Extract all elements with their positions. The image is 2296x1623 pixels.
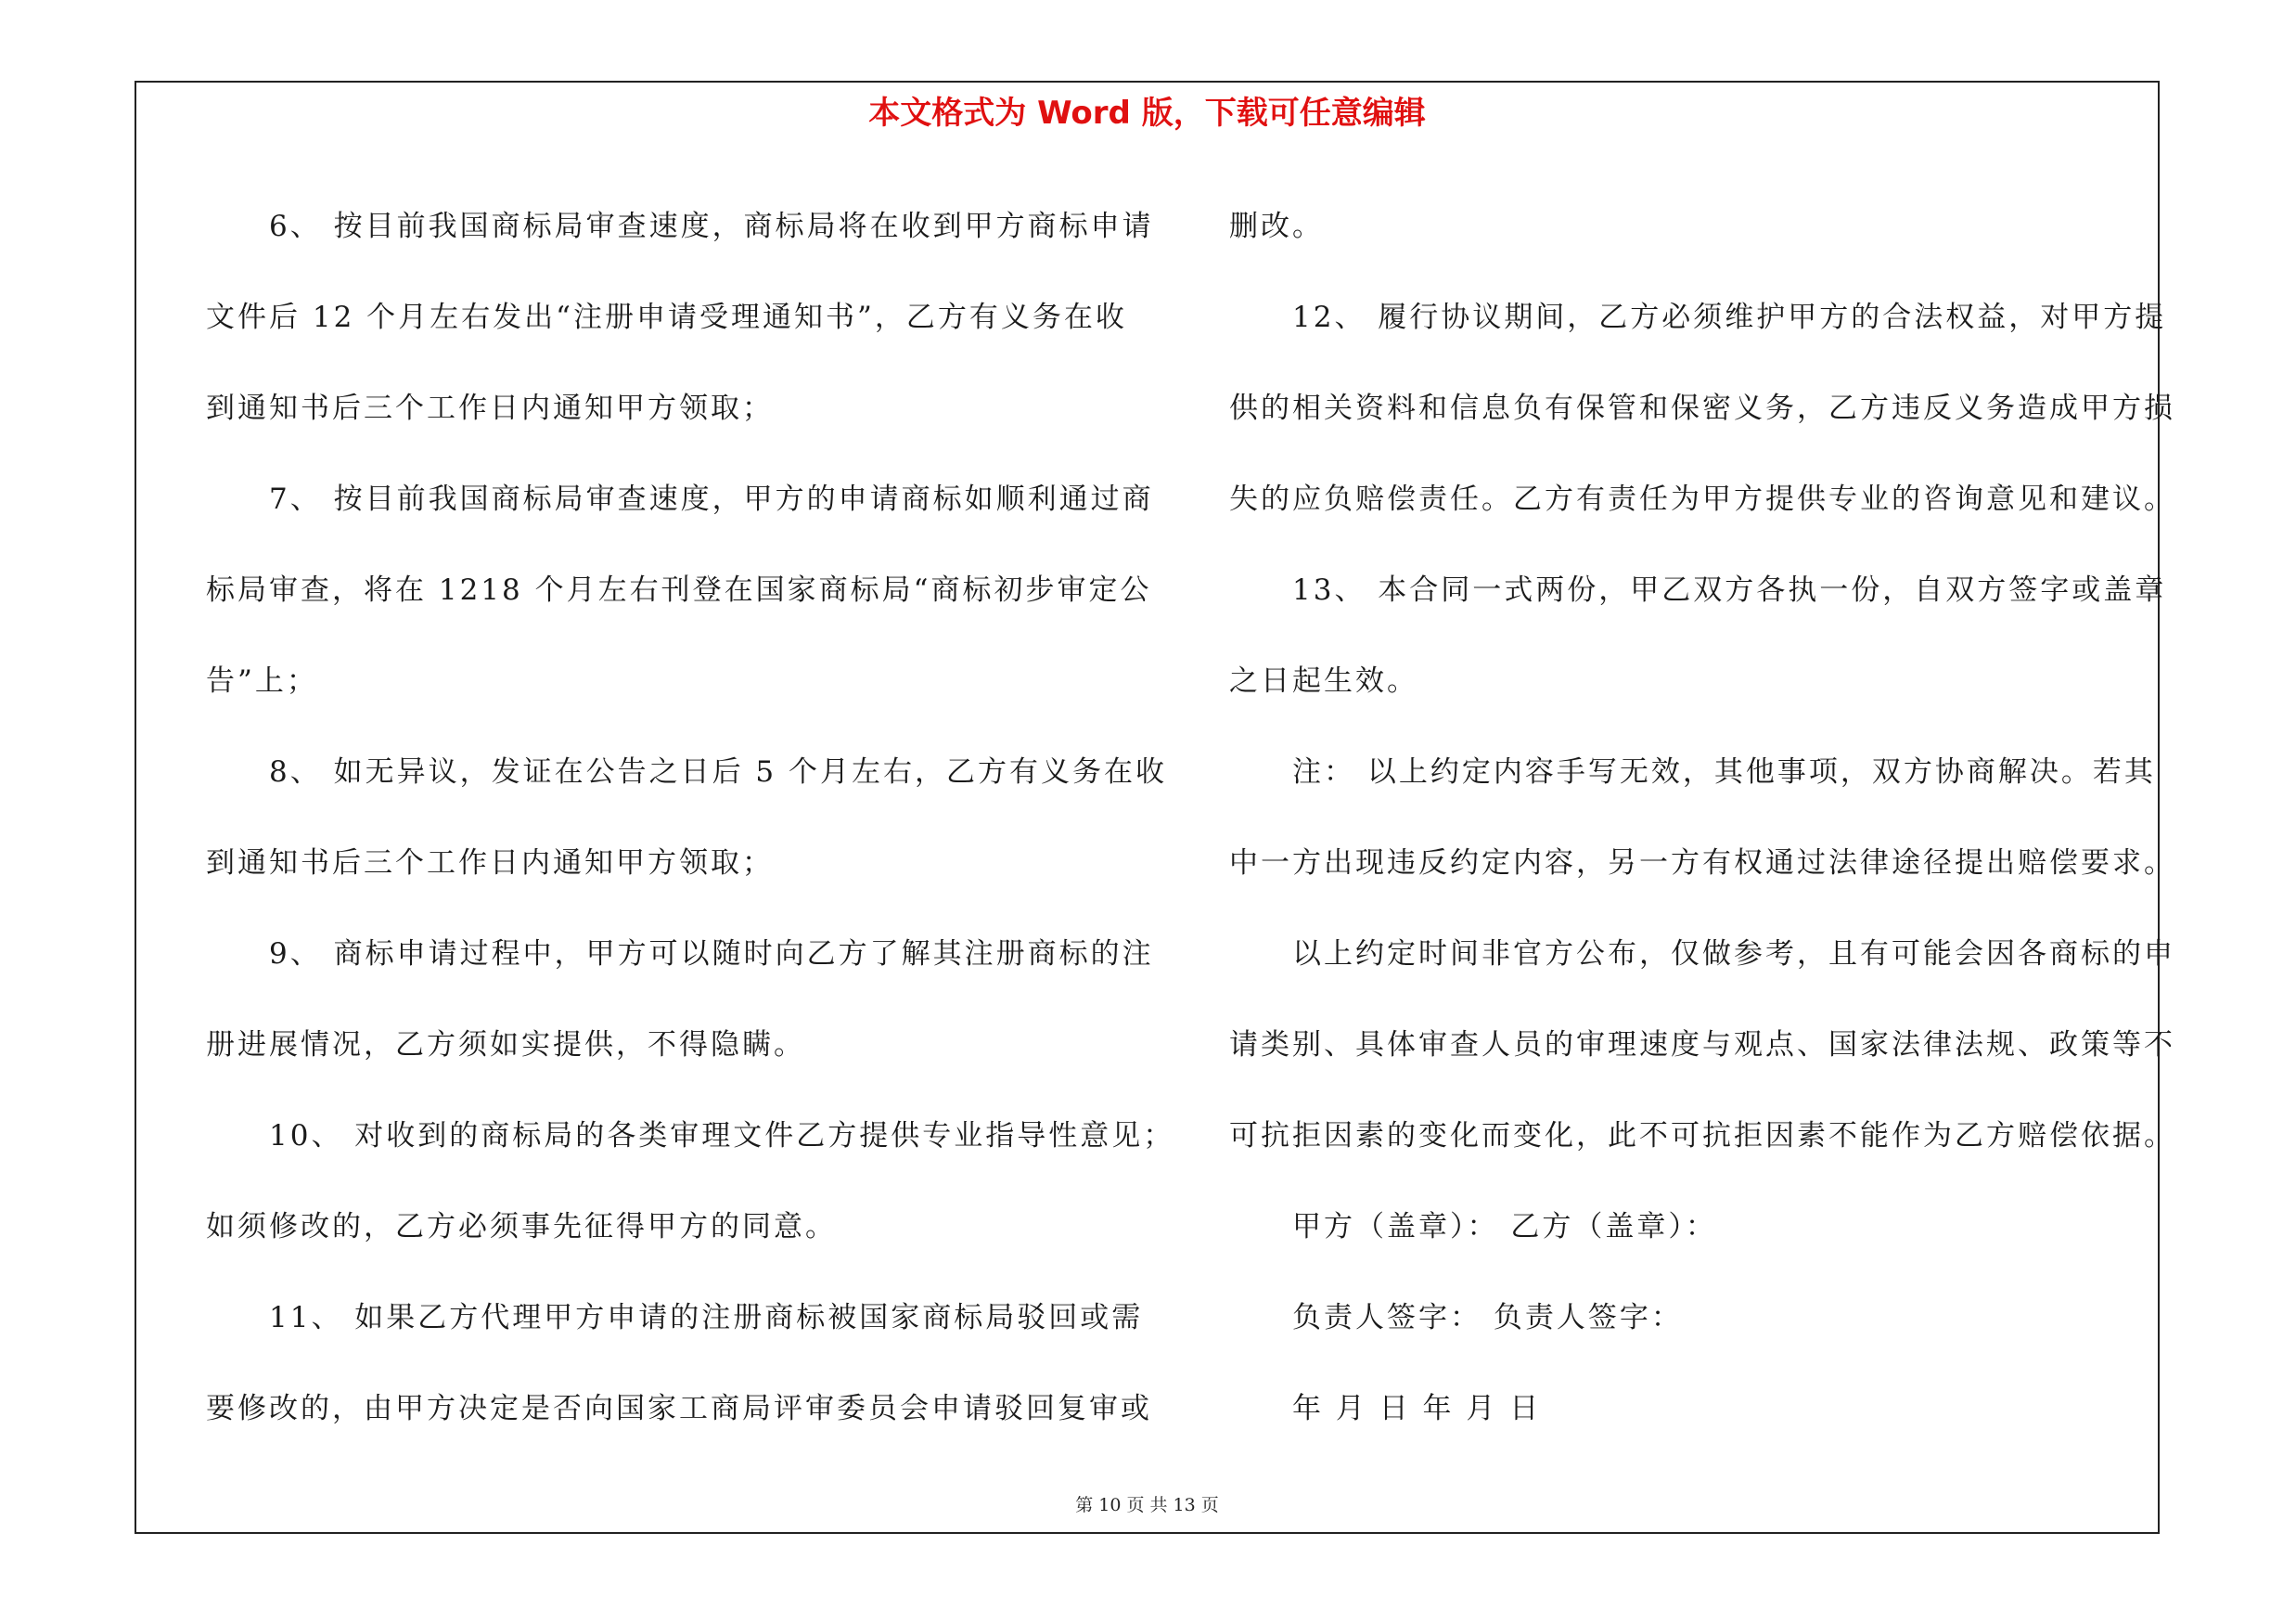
text-line: 12、 履行协议期间，乙方必须维护甲方的合法权益，对甲方提 (1292, 301, 2167, 334)
text-line: 6、 按目前我国商标局审查速度，商标局将在收到甲方商标申请 (269, 210, 1154, 243)
text-line: 如须修改的，乙方必须事先征得甲方的同意。 (206, 1210, 837, 1243)
text-line: 之日起生效。 (1229, 664, 1418, 698)
page-number: 第 10 页 共 13 页 (1075, 1495, 1219, 1515)
text-line: 7、 按目前我国商标局审查速度，甲方的申请商标如顺利通过商 (269, 483, 1154, 516)
left-column (206, 181, 1175, 1454)
text-line: 8、 如无异议，发证在公告之日后 5 个月左右，乙方有义务在收 (269, 755, 1168, 789)
text-line: 9、 商标申请过程中，甲方可以随时向乙方了解其注册商标的注 (269, 937, 1154, 971)
text-line: 负责人签字： 负责人签字： (1292, 1301, 1683, 1334)
text-line: 失的应负赔偿责任。乙方有责任为甲方提供专业的咨询意见和建议。 (1229, 483, 2175, 516)
text-line: 到通知书后三个工作日内通知甲方领取； (206, 846, 774, 880)
text-line: 标局审查，将在 1218 个月左右刊登在国家商标局“商标初步审定公 (206, 573, 1152, 607)
text-line: 册进展情况，乙方须如实提供，不得隐瞒。 (206, 1028, 805, 1062)
right-column (1229, 181, 2175, 1454)
text-line: 注： 以上约定内容手写无效，其他事项，双方协商解决。若其 (1292, 755, 2156, 789)
text-line: 要修改的，由甲方决定是否向国家工商局评审委员会申请驳回复审或 (206, 1392, 1152, 1425)
text-line: 甲方（盖章）： 乙方（盖章）： (1292, 1210, 1717, 1243)
text-line: 中一方出现违反约定内容，另一方有权通过法律途径提出赔偿要求。 (1229, 846, 2175, 880)
text-line: 11、 如果乙方代理甲方申请的注册商标被国家商标局驳回或需 (269, 1301, 1144, 1334)
text-line: 到通知书后三个工作日内通知甲方领取； (206, 392, 774, 425)
text-line: 10、 对收到的商标局的各类审理文件乙方提供专业指导性意见； (269, 1119, 1175, 1153)
format-banner: 本文格式为 Word 版，下载可任意编辑 (868, 95, 1426, 132)
text-line: 告”上； (206, 664, 318, 698)
text-line: 供的相关资料和信息负有保管和保密义务，乙方违反义务造成甲方损 (1229, 392, 2175, 425)
text-line: 以上约定时间非官方公布，仅做参考，且有可能会因各商标的申 (1292, 937, 2175, 971)
text-line: 文件后 12 个月左右发出“注册申请受理通知书”，乙方有义务在收 (206, 301, 1127, 334)
text-line: 可抗拒因素的变化而变化，此不可抗拒因素不能作为乙方赔偿依据。 (1229, 1119, 2175, 1153)
text-line: 删改。 (1229, 210, 1324, 243)
text-line: 请类别、具体审查人员的审理速度与观点、国家法律法规、政策等不 (1229, 1028, 2175, 1062)
text-line: 年 月 日 年 月 日 (1292, 1392, 1542, 1425)
text-line: 13、 本合同一式两份，甲乙双方各执一份，自双方签字或盖章 (1292, 573, 2167, 607)
